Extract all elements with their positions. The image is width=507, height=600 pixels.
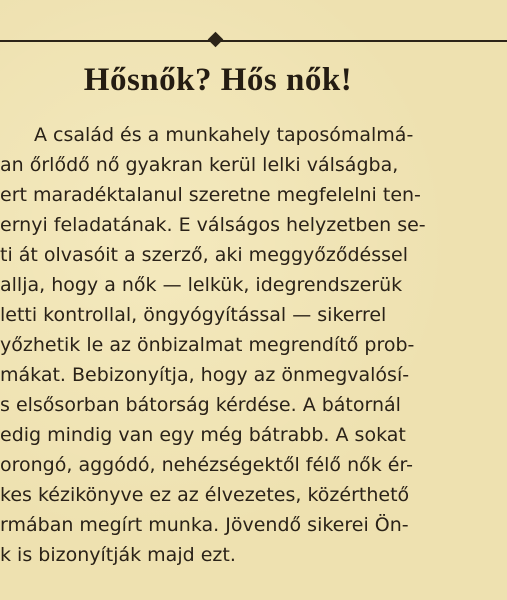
article-title: Hősnők? Hős nők! [83,62,353,98]
body-line: A család és a munkahely taposómalmá- [34,124,414,146]
body-line: ernyi feladatának. E válságos helyzetben se- [0,214,426,236]
body-line: an őrlődő nő gyakran kerül lelki válságba, [0,154,399,176]
top-rule [0,40,507,42]
body-line: edig mindig van egy még bátrabb. A sokat [0,424,406,446]
body-line: k is bizonyítják majd ezt. [0,544,236,566]
body-line: kes kézikönyve ez az élvezetes, közérthető [0,484,410,506]
body-line: allja, hogy a nők — lelkük, idegrendszerük [0,274,403,296]
body-line: letti kontrollal, öngyógyítással — sikerrel [0,304,387,326]
diamond-ornament-icon [208,32,224,48]
body-line: orongó, aggódó, nehézségektől félő nők ér- [0,454,413,476]
body-line: rmában megírt munka. Jövendő sikerei Ön- [0,514,409,536]
body-line: ti át olvasóit a szerző, aki meggyőződéssel [0,244,408,266]
body-line: yőzhetik le az önbizalmat megrendítő prob- [0,334,415,356]
body-line: s elsősorban bátorság kérdése. A bátornál [0,394,401,416]
body-line: mákat. Bebizonyítja, hogy az önmegvalósí- [0,364,410,386]
body-line: ert maradéktalanul szeretne megfelelni ten- [0,184,421,206]
